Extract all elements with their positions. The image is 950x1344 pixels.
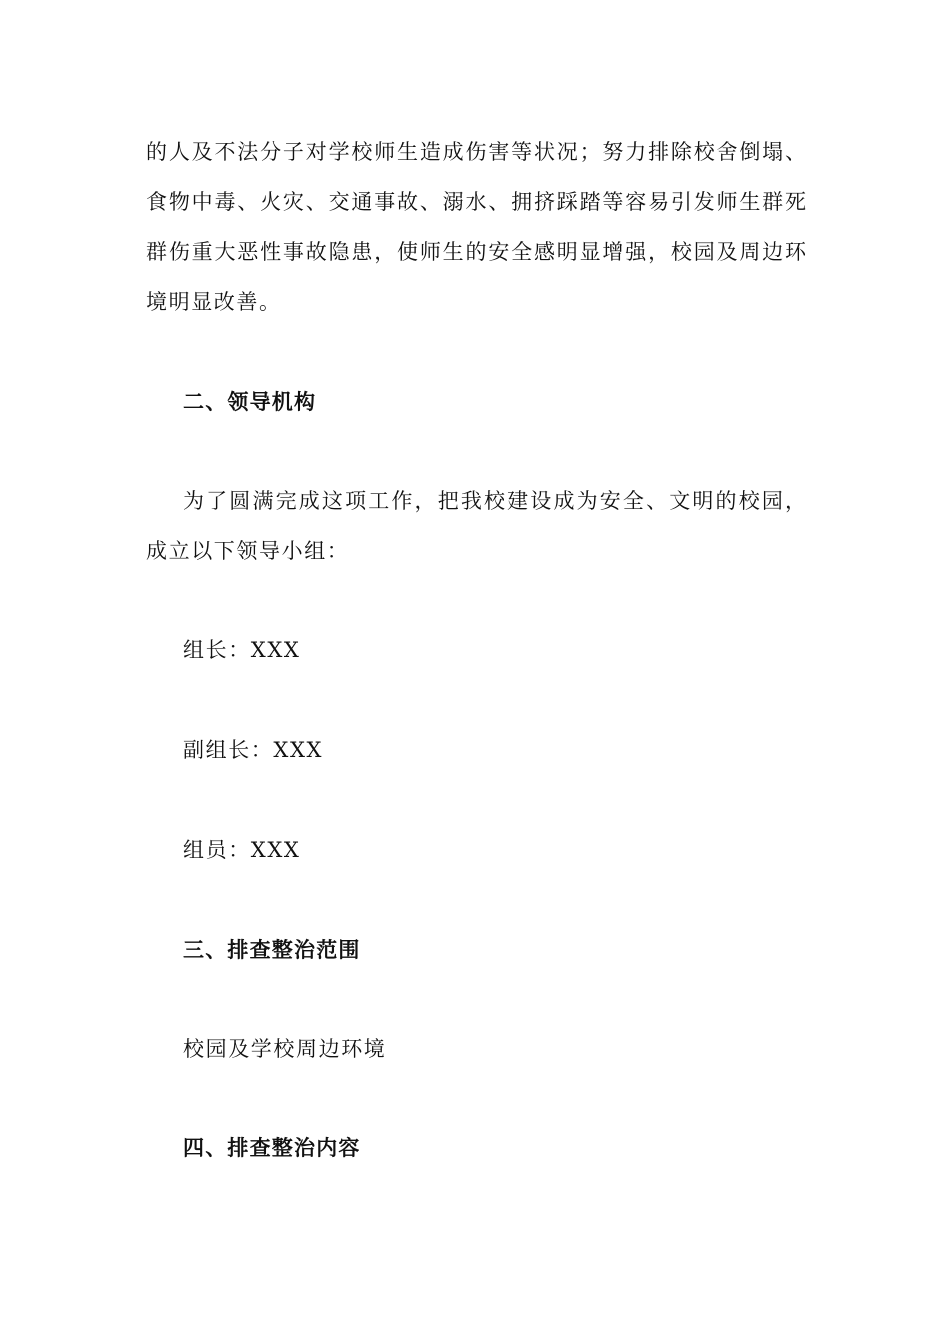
paragraph-line-1: 的人及不法分子对学校师生造成伤害等状况；努力排除校舍倒塌、 [146, 140, 806, 164]
intro-line-2: 成立以下领导小组： [146, 539, 350, 563]
paragraph-line-3: 群伤重大恶性事故隐患，使师生的安全感明显增强，校园及周边环 [146, 240, 806, 264]
group-members: 组员：XXX [183, 838, 301, 862]
section-heading-scope: 三、排查整治范围 [183, 938, 361, 962]
group-leader: 组长：XXX [183, 638, 301, 662]
section-heading-content: 四、排查整治内容 [183, 1136, 361, 1160]
paragraph-line-2: 食物中毒、火灾、交通事故、溺水、拥挤踩踏等容易引发师生群死 [146, 190, 806, 214]
scope-text: 校园及学校周边环境 [183, 1037, 387, 1061]
deputy-group-leader: 副组长：XXX [183, 738, 324, 762]
paragraph-line-4: 境明显改善。 [146, 290, 282, 314]
section-heading-leadership: 二、领导机构 [183, 390, 317, 414]
intro-line-1: 为了圆满完成这项工作，把我校建设成为安全、文明的校园， [183, 489, 806, 513]
